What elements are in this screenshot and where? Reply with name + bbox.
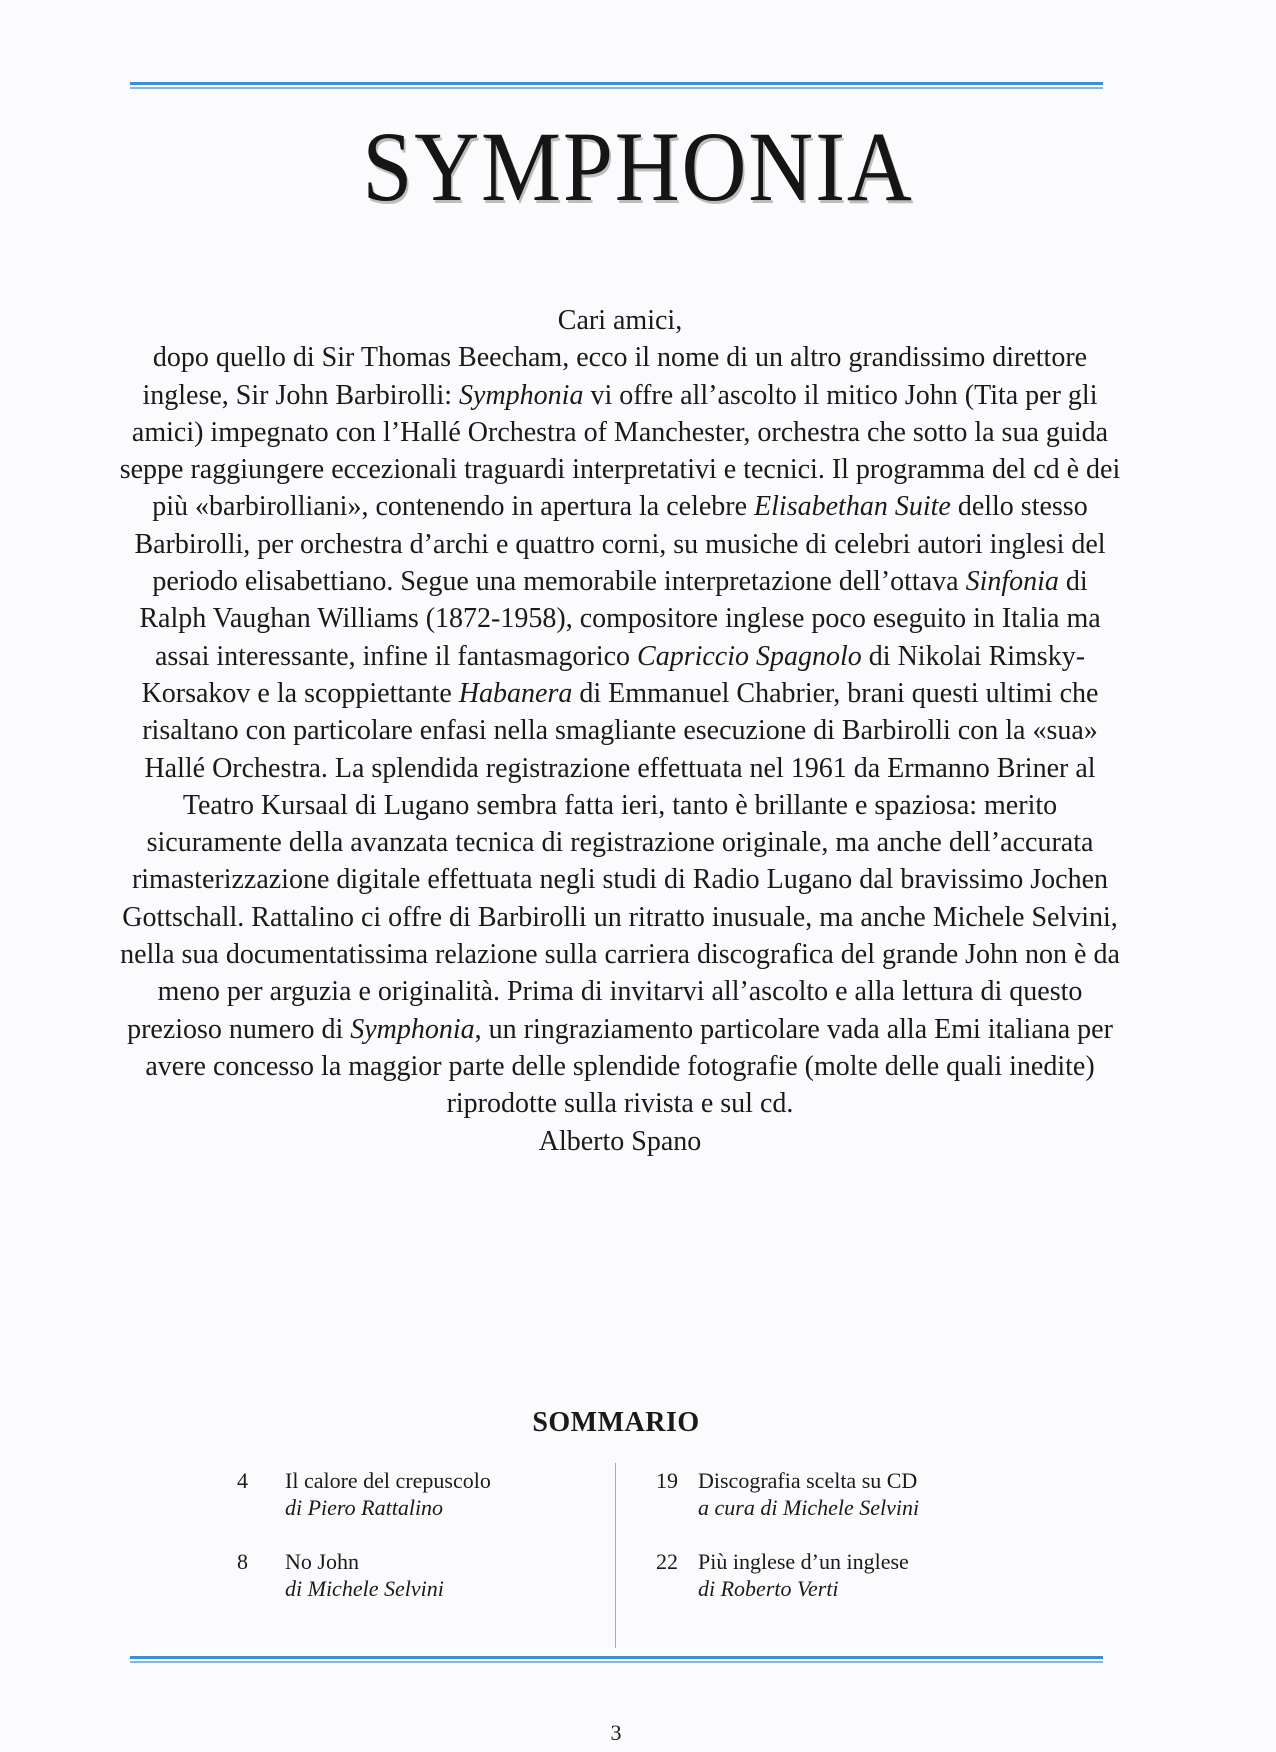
- summary-divider: [615, 1463, 616, 1648]
- summary-title: SOMMARIO: [532, 1407, 700, 1438]
- summary-item-author: di Michele Selvini: [285, 1576, 444, 1601]
- summary-page-number: 22: [656, 1549, 678, 1574]
- letter-text: di Emmanuel Chabrier, brani questi ultimi che risaltano con particolare enfasi nella smagliante esecuzione di Barbirolli con la «sua» Hallé Orchestra. La splendida registrazione effettuata nel 1961 da Ermanno Briner al Teatro Kursaal di Lugano sembra fatta ieri, tanto è brillante e spaziosa: merito sicuramente della avanzata tecnica di registrazione originale, ma anche dell’accurata rimasterizzazione digitale effettuata negli studi di Radio Lugano dal bravissimo Jochen Gottschall. Rattalino ci offre di Barbirolli un ritratto inusuale, ma anche Michele Selvini, nella sua documentatissima relazione sulla carriera discografica del grande John non è da meno per arguzia e originalità. Prima di invitarvi all’ascolto e alla lettura di questo prezioso numero di: [120, 677, 1120, 1045]
- letter-body: [118, 339, 1122, 1122]
- letter-text: di Nikolai Rimsky-Korsakov e la scoppiettante: [141, 640, 1086, 709]
- summary-item-author: a cura di Michele Selvini: [698, 1495, 920, 1520]
- summary-item-title: No John: [285, 1549, 359, 1574]
- bottom-rule: [130, 1656, 1103, 1663]
- italic-title: Symphonia: [350, 1013, 475, 1045]
- summary-item-title: Il calore del crepuscolo: [285, 1468, 491, 1493]
- summary-item-author: di Piero Rattalino: [285, 1495, 444, 1520]
- summary-page-number: 19: [656, 1468, 678, 1493]
- summary-item-author: di Roberto Verti: [698, 1576, 839, 1601]
- letter-text: di Ralph Vaughan Williams (1872-1958), compositore inglese poco eseguito in Italia ma assai interessante, infine il fantasmagorico: [139, 566, 1101, 672]
- italic-title: Elisabethan Suite: [754, 491, 951, 523]
- page-number: 3: [610, 1720, 622, 1745]
- letter-signature: Alberto Spano: [538, 1125, 702, 1157]
- masthead-title: SYMPHONIA: [362, 111, 914, 222]
- italic-title: Symphonia: [459, 379, 584, 411]
- summary-item-title: Discografia scelta su CD: [698, 1468, 918, 1493]
- summary-page-number: 8: [237, 1549, 248, 1574]
- letter-text: dello stesso Barbirolli, per orchestra d’archi e quattro corni, su musiche di celebri autori inglesi del periodo elisabettiano. Segue una memorabile interpretazione dell’ottava: [134, 491, 1106, 598]
- top-rule: [130, 82, 1103, 89]
- italic-title: Habanera: [458, 677, 573, 709]
- summary-item-title: Più inglese d’un inglese: [698, 1549, 909, 1574]
- letter-text: , un ringraziamento particolare vada alla Emi italiana per avere concesso la maggior parte delle splendide fotografie (molte delle quali inedite) riprodotte sulla rivista e sul cd.: [145, 1013, 1113, 1120]
- letter-text: dopo quello di Sir Thomas Beecham, ecco il nome di un altro grandissimo direttore inglese, Sir John Barbirolli:: [142, 342, 1088, 411]
- letter-greeting: Cari amici,: [557, 305, 683, 336]
- editorial-letter: [118, 302, 1122, 1160]
- summary-page-number: 4: [237, 1468, 248, 1493]
- italic-title: Sinfonia: [965, 566, 1059, 598]
- italic-title: Capriccio Spagnolo: [637, 640, 862, 672]
- letter-text: vi offre all’ascolto il mitico John (Tita per gli amici) impegnato con l’Hallé Orchestra of Manchester, orchestra che sotto la sua guida seppe raggiungere eccezionali traguardi interpretativi e tecnici. Il programma del cd è dei più «barbirolliani», contenendo in apertura la celebre: [119, 379, 1121, 523]
